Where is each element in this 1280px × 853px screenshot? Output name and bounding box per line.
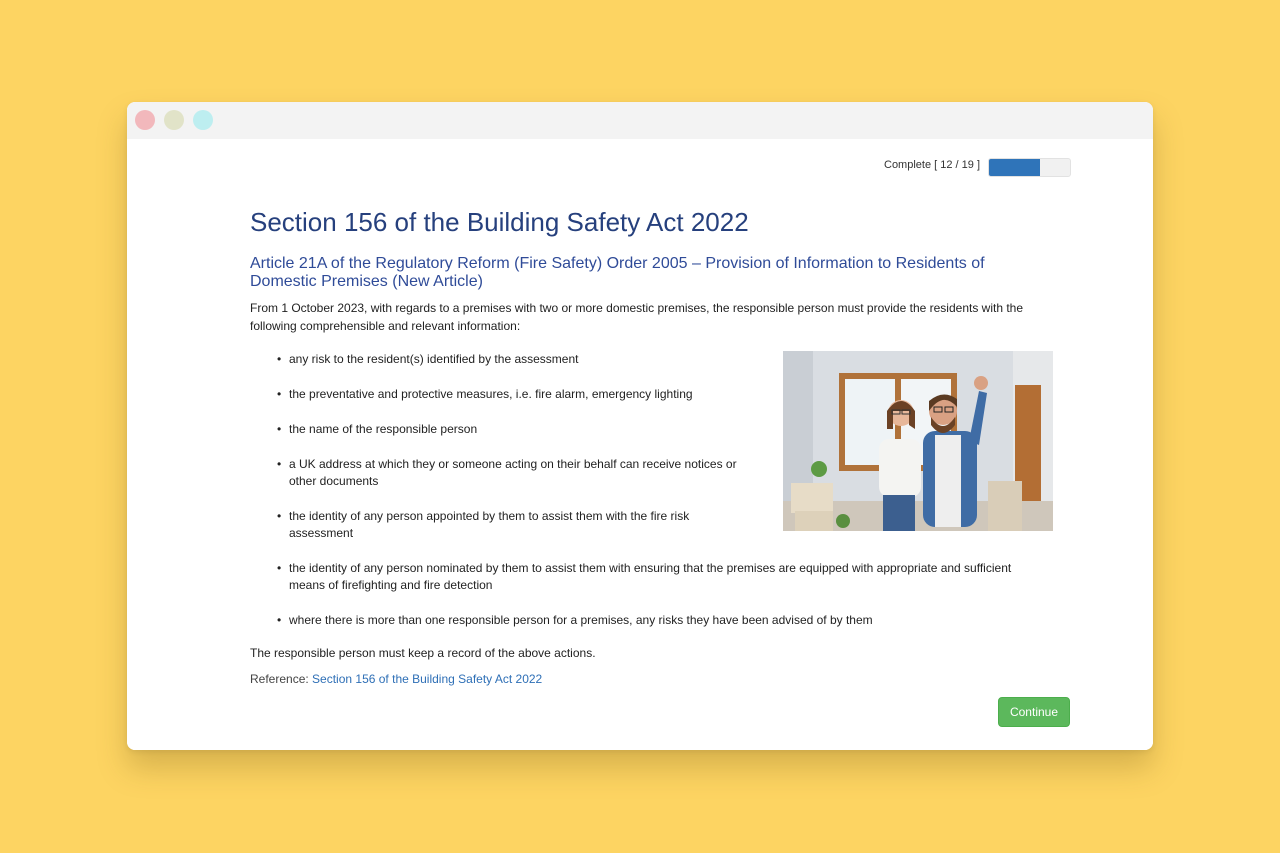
bullet-icon: • <box>277 509 282 523</box>
reference-label: Reference: <box>250 672 309 686</box>
list-item <box>277 508 719 542</box>
page-content <box>127 139 1153 750</box>
minimize-window-icon[interactable] <box>164 110 184 130</box>
intro-paragraph: From 1 October 2023, with regards to a premises with two or more domestic premises, the responsible person must provide the residents with the following comprehensible and relevant information: <box>250 301 1024 333</box>
bullet-icon: • <box>277 422 282 436</box>
residents-photo <box>783 351 1053 531</box>
reference <box>250 672 542 686</box>
progress-bar <box>988 158 1071 177</box>
window-titlebar <box>127 102 1153 139</box>
bullet-icon: • <box>277 457 282 471</box>
maximize-window-icon[interactable] <box>193 110 213 130</box>
bullet-icon: • <box>277 613 282 627</box>
list-item-text: the preventative and protective measures, i.e. fire alarm, emergency lighting <box>289 387 693 401</box>
closing-text: The responsible person must keep a record of the above actions. <box>250 646 596 660</box>
list-item-text: any risk to the resident(s) identified by the assessment <box>289 352 579 366</box>
reference-link[interactable]: Section 156 of the Building Safety Act 2022 <box>312 672 543 686</box>
browser-window <box>127 102 1153 750</box>
list-item <box>277 421 759 438</box>
close-window-icon[interactable] <box>135 110 155 130</box>
page-title: Section 156 of the Building Safety Act 2022 <box>250 207 749 237</box>
list-item <box>277 456 759 490</box>
progress-bar-fill <box>989 159 1040 176</box>
list-item <box>277 386 759 403</box>
list-item-text: the name of the responsible person <box>289 422 478 436</box>
bullet-icon: • <box>277 352 282 366</box>
list-item-text: a UK address at which they or someone acting on their behalf can receive notices or other documents <box>289 457 737 488</box>
bullet-icon: • <box>277 561 282 575</box>
list-item <box>277 612 1034 629</box>
progress-label: Complete [ 12 / 19 ] <box>884 159 980 171</box>
list-item-text: the identity of any person nominated by them to assist them with ensuring that the premises are equipped with appropriate and sufficient means of firefighting and fire detection <box>289 561 1012 592</box>
list-item-text: the identity of any person appointed by them to assist them with the fire risk assessment <box>289 509 690 540</box>
bullet-icon: • <box>277 387 282 401</box>
continue-button[interactable]: Continue <box>998 697 1070 727</box>
list-item <box>277 560 1034 594</box>
list-item-text: where there is more than one responsible person for a premises, any risks they have been advised of by them <box>289 613 873 627</box>
list-item <box>277 351 759 368</box>
page-subtitle: Article 21A of the Regulatory Reform (Fire Safety) Order 2005 – Provision of Information to Residents of Domestic Premises (New Article) <box>250 255 985 290</box>
